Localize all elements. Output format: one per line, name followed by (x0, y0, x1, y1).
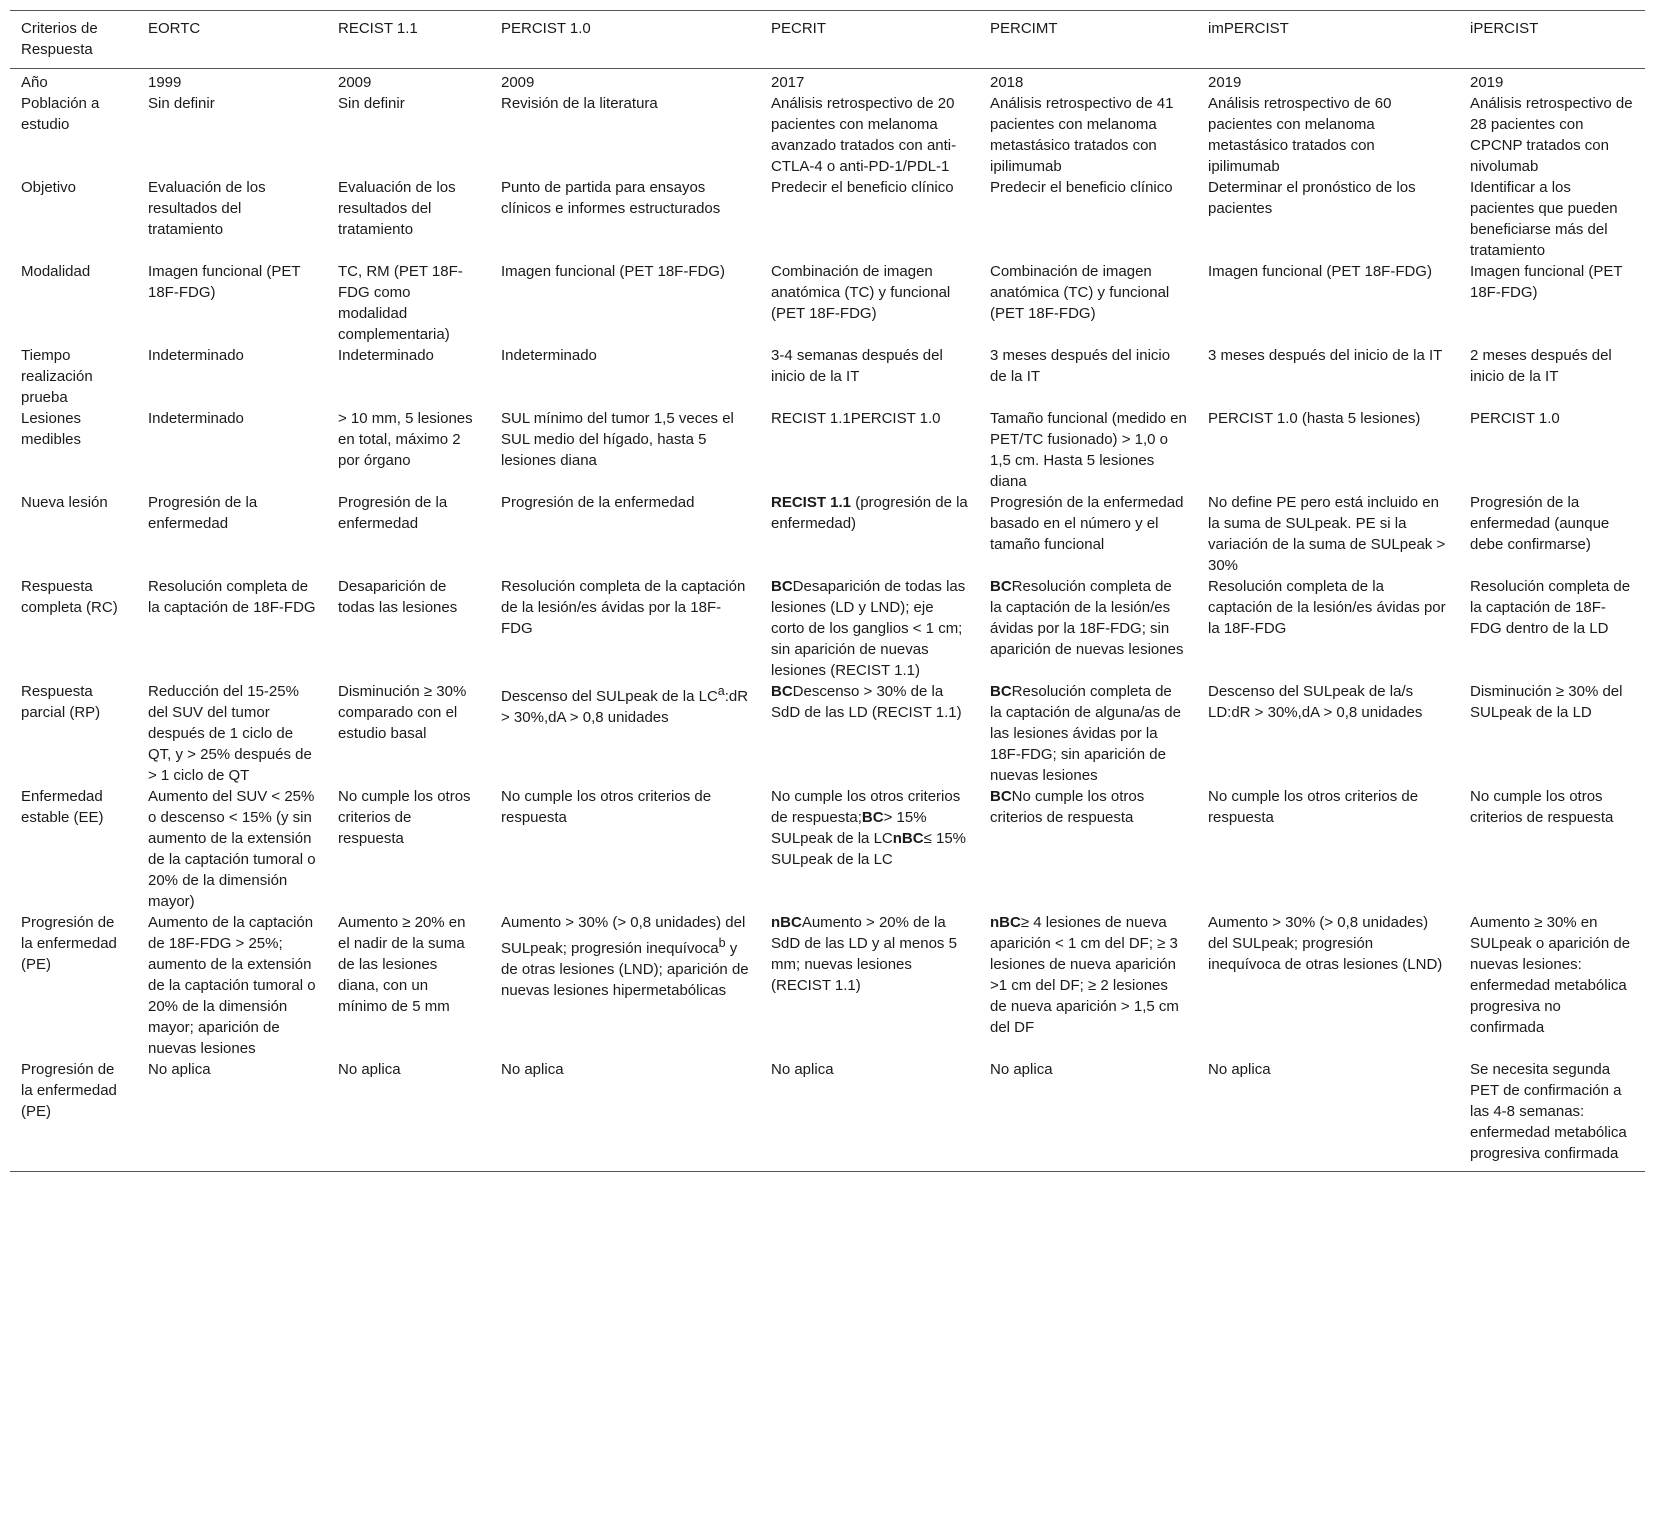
table-cell: BCNo cumple los otros criterios de respuesta (990, 788, 1145, 826)
table-cell: Análisis retrospectivo de 41 pacientes con melanoma metastásico tratados con ipilimumab (990, 95, 1174, 175)
column-header: iPERCIST (1459, 11, 1645, 69)
table-cell: No cumple los otros criterios de respuesta (1470, 788, 1614, 826)
header-row (10, 11, 1645, 69)
table-cell: Desaparición de todas las lesiones (338, 578, 458, 616)
table-cell: PERCIST 1.0 (hasta 5 lesiones) (1208, 410, 1421, 427)
table-cell: RECIST 1.1 (progresión de la enfermedad) (771, 494, 968, 532)
table-cell: Progresión de la enfermedad (501, 494, 695, 511)
table-cell: BCResolución completa de la captación de la lesión/es ávidas por la 18F-FDG; sin aparición de nuevas lesiones (990, 578, 1184, 658)
row-label-cell: Año (21, 74, 48, 91)
column-header: PERCIMT (979, 11, 1197, 69)
table-cell: Análisis retrospectivo de 28 pacientes con CPCNP tratados con nivolumab (1470, 95, 1633, 175)
column-header: EORTC (137, 11, 327, 69)
table-cell: No aplica (338, 1061, 401, 1078)
row-label-cell: Modalidad (21, 263, 91, 280)
table-row (10, 912, 1645, 1059)
table-cell: Disminución ≥ 30% del SULpeak de la LD (1470, 683, 1623, 721)
table-cell: Resolución completa de la captación de la lesión/es ávidas por la 18F-FDG (501, 578, 746, 637)
table-cell: PERCIST 1.0 (1470, 410, 1560, 427)
table-cell: > 10 mm, 5 lesiones en total, máximo 2 por órgano (338, 410, 473, 469)
table-cell: Predecir el beneficio clínico (990, 179, 1173, 196)
table-cell: 2 meses después del inicio de la IT (1470, 347, 1612, 385)
table-cell: Indeterminado (148, 347, 244, 364)
table-cell: Análisis retrospectivo de 60 pacientes con melanoma metastásico tratados con ipilimumab (1208, 95, 1392, 175)
table-cell: Descenso del SULpeak de la $LC^a:dR > 30\%,dA > 0,8$ unidades (501, 684, 749, 726)
row-label-cell: Nueva lesión (21, 494, 108, 511)
table-row (10, 177, 1645, 261)
table-cell: 3 meses después del inicio de la IT (1208, 347, 1443, 364)
column-header: RECIST 1.1 (327, 11, 490, 69)
table-cell: No aplica (771, 1061, 834, 1078)
table-row (10, 93, 1645, 177)
table-cell: Disminución ≥ 30% comparado con el estudio basal (338, 683, 467, 742)
table-cell: Progresión de la enfermedad (148, 494, 258, 532)
table-row (10, 576, 1645, 681)
table-row (10, 69, 1645, 94)
table-cell: TC, RM (PET 18F-FDG como modalidad complementaria) (338, 263, 463, 343)
table-row (10, 492, 1645, 576)
response-criteria-table (10, 10, 1645, 1172)
table-cell: No aplica (148, 1061, 211, 1078)
table-cell: Evaluación de los resultados del tratamiento (338, 179, 456, 238)
table-cell: Imagen funcional (PET 18F-FDG) (1470, 263, 1623, 301)
table-cell: Aumento > 30% (> 0,8 unidades) del SULpeak; progresión inequívoca de otras lesiones (LND) (1208, 914, 1443, 973)
column-header: PERCIST 1.0 (490, 11, 760, 69)
table-cell: No cumple los otros criterios de respuesta (1208, 788, 1419, 826)
table-cell: SUL mínimo del tumor 1,5 veces el SUL medio del hígado, hasta 5 lesiones diana (501, 410, 734, 469)
table-cell: Descenso del SULpeak de la/s LD:dR > 30%,dA > 0,8 unidades (1208, 683, 1423, 721)
table-body (10, 69, 1645, 1172)
column-header: Criterios de Respuesta (10, 11, 137, 69)
row-label-cell: Enfermedad estable (EE) (21, 788, 104, 826)
table-cell: Revisión de la literatura (501, 95, 658, 112)
table-cell: 2019 (1470, 74, 1504, 91)
column-header: PECRIT (760, 11, 979, 69)
row-label-cell: Población a estudio (21, 95, 100, 133)
table-cell: Resolución completa de la captación de la lesión/es ávidas por la 18F-FDG (1208, 578, 1446, 637)
table-cell: Determinar el pronóstico de los pacientes (1208, 179, 1416, 217)
column-header: imPERCIST (1197, 11, 1459, 69)
table-cell: No aplica (501, 1061, 564, 1078)
table-cell: No cumple los otros criterios de respuesta (338, 788, 471, 847)
table-cell: BCDesaparición de todas las lesiones (LD y LND); eje corto de los ganglios < 1 cm; sin aparición de nuevas lesiones (RECIST 1.1) (771, 578, 966, 679)
table-cell: Identificar a los pacientes que pueden beneficiarse más del tratamiento (1470, 179, 1618, 259)
table-row (10, 786, 1645, 912)
table-row (10, 1059, 1645, 1172)
table-cell: Indeterminado (501, 347, 597, 364)
row-label-cell: Progresión de la enfermedad (PE) (21, 1061, 117, 1120)
table-cell: Evaluación de los resultados del tratamiento (148, 179, 266, 238)
table-cell: 2017 (771, 74, 805, 91)
table-cell: Tamaño funcional (medido en PET/TC fusionado) > 1,0 o 1,5 cm. Hasta 5 lesiones diana (990, 410, 1187, 490)
table-cell: Combinación de imagen anatómica (TC) y funcional (PET 18F-FDG) (771, 263, 951, 322)
table-cell: No cumple los otros criterios de respuesta (501, 788, 712, 826)
table-cell: Resolución completa de la captación de 18F-FDG dentro de la LD (1470, 578, 1631, 637)
table-cell: Sin definir (338, 95, 405, 112)
table-row (10, 261, 1645, 345)
table-cell: nBC≥ 4 lesiones de nueva aparición < 1 cm del DF; ≥ 3 lesiones de nueva aparición >1 cm del DF; ≥ 2 lesiones de nueva aparición > 1,5 cm del DF (990, 914, 1179, 1036)
row-label-cell: Respuesta completa (RC) (21, 578, 118, 616)
table-cell: Reducción del 15-25% del SUV del tumor después de 1 ciclo de QT, y > 25% después de > 1 ciclo de QT (148, 683, 312, 784)
row-label-cell: Objetivo (21, 179, 77, 196)
table-cell: No define PE pero está incluido en la suma de SULpeak. PE si la variación de la suma de SULpeak > 30% (1208, 494, 1446, 574)
table-cell: Imagen funcional (PET 18F-FDG) (501, 263, 725, 280)
table-row (10, 408, 1645, 492)
response-criteria-table-container (10, 10, 1645, 1172)
table-cell: 1999 (148, 74, 182, 91)
table-cell: Análisis retrospectivo de 20 pacientes con melanoma avanzado tratados con anti-CTLA-4 o anti-PD-1/PDL-1 (771, 95, 957, 175)
row-label-cell: Progresión de la enfermedad (PE) (21, 914, 117, 973)
table-cell: 2009 (501, 74, 535, 91)
table-cell: Aumento de la captación de 18F-FDG > 25%; aumento de la extensión de la captación tumoral o 20% de la dimensión mayor; aparición de nuevas lesiones (148, 914, 316, 1057)
table-cell: 3 meses después del inicio de la IT (990, 347, 1171, 385)
table-row (10, 681, 1645, 786)
table-cell: Punto de partida para ensayos clínicos e informes estructurados (501, 179, 721, 217)
table-header (10, 11, 1645, 69)
table-cell: Combinación de imagen anatómica (TC) y funcional (PET 18F-FDG) (990, 263, 1170, 322)
table-cell: Progresión de la enfermedad (338, 494, 448, 532)
table-cell: BCResolución completa de la captación de alguna/as de las lesiones ávidas por la 18F-FDG; sin aparición de nuevas lesiones (990, 683, 1181, 784)
table-row (10, 345, 1645, 408)
table-cell: Aumento > 30% (> 0,8 unidades) del SULpeak; progresión inequívoca$^b$ y de otras lesiones (LND); aparición de nuevas lesiones hipermetabólicas (501, 914, 749, 999)
table-cell: Imagen funcional (PET 18F-FDG) (148, 263, 301, 301)
table-cell: No cumple los otros criterios de respuesta;BC> 15% SULpeak de la LCnBC≤ 15% SULpeak de la LC (771, 788, 966, 868)
table-cell: 3-4 semanas después del inicio de la IT (771, 347, 943, 385)
table-cell: Indeterminado (338, 347, 434, 364)
table-cell: BCDescenso > 30% de la SdD de las LD (RECIST 1.1) (771, 683, 962, 721)
table-cell: Progresión de la enfermedad (aunque debe confirmarse) (1470, 494, 1610, 553)
table-cell: 2019 (1208, 74, 1242, 91)
table-cell: Se necesita segunda PET de confirmación a las 4-8 semanas: enfermedad metabólica progresiva confirmada (1470, 1061, 1627, 1162)
row-label-cell: Lesiones medibles (21, 410, 82, 448)
table-cell: 2018 (990, 74, 1024, 91)
row-label-cell: Respuesta parcial (RP) (21, 683, 101, 721)
table-cell: Imagen funcional (PET 18F-FDG) (1208, 263, 1432, 280)
table-cell: RECIST 1.1PERCIST 1.0 (771, 410, 941, 427)
table-cell: Indeterminado (148, 410, 244, 427)
table-cell: Aumento ≥ 30% en SULpeak o aparición de nuevas lesiones: enfermedad metabólica progresiva no confirmada (1470, 914, 1631, 1036)
table-cell: No aplica (1208, 1061, 1271, 1078)
table-cell: Aumento del SUV < 25% o descenso < 15% (y sin aumento de la extensión de la captación tumoral o 20% de la dimensión mayor) (148, 788, 316, 910)
row-label-cell: Tiempo realización prueba (21, 347, 93, 406)
table-cell: No aplica (990, 1061, 1053, 1078)
table-cell: 2009 (338, 74, 372, 91)
table-cell: Resolución completa de la captación de 18F-FDG (148, 578, 316, 616)
table-cell: Predecir el beneficio clínico (771, 179, 954, 196)
table-cell: nBCAumento > 20% de la SdD de las LD y al menos 5 mm; nuevas lesiones (RECIST 1.1) (771, 914, 957, 994)
table-cell: Aumento ≥ 20% en el nadir de la suma de las lesiones diana, con un mínimo de 5 mm (338, 914, 466, 1015)
table-cell: Sin definir (148, 95, 215, 112)
table-cell: Progresión de la enfermedad basado en el número y el tamaño funcional (990, 494, 1184, 553)
